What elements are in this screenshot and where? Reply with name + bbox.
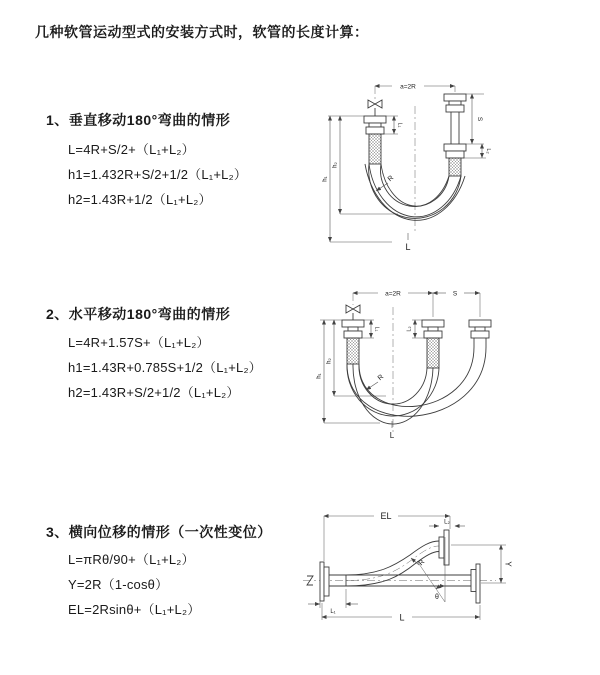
dim-l1 [308,589,358,608]
label-stroke: S [476,116,483,122]
diagram-vertical-180-bend [322,76,494,254]
valve-icon [368,100,382,116]
section-2-formula-h1: h1=1.43R+0.785S+1/2（L₁+L₂） [68,360,262,375]
label-h1: h₁ [316,373,323,379]
label-span: a=2R [400,83,416,91]
hose-bend [347,347,486,424]
diagram-lateral-displacement [298,503,513,653]
left-fitting [342,320,364,364]
label-theta: θ [435,594,439,601]
section-1-formula-h2: h2=1.43R+1/2（L₁+L₂） [68,192,212,207]
label-span: a=2R [385,290,401,298]
label-h1: h₁ [322,176,329,182]
label-length: L [405,242,411,252]
label-radius: R [386,174,396,184]
label-stroke: S [452,290,458,298]
section-3-formula-EL: EL=2Rsinθ+（L₁+L₂） [68,602,201,617]
shifted-fitting [469,320,491,347]
label-el: EL [380,511,392,521]
valve-icon [346,305,360,320]
label-l1: L₁ [373,326,380,332]
upper-flange [439,530,449,565]
label-h2: h₂ [326,358,333,364]
middle-fitting [422,320,444,368]
original-position-pipe [346,564,480,603]
section-3-formula-L: L=πRθ/90+（L₁+L₂） [68,552,195,567]
label-h2: h₂ [332,162,339,168]
label-length: L [389,431,395,440]
diagram-horizontal-180-bend [316,281,488,459]
right-fitting [444,94,466,176]
section-2-formula-L: L=4R+1.57S+（L₁+L₂） [68,335,210,350]
label-l2: L₂ [406,326,413,332]
dim-el [324,516,450,561]
dim-span [353,290,480,317]
label-radius: R [417,558,427,568]
section-3-formula-Y: Y=2R（1-cosθ） [68,577,169,592]
section-1-formula-h1: h1=1.432R+S/2+1/2（L₁+L₂） [68,167,248,182]
label-l1: L₁ [396,122,403,128]
label-radius: R [376,373,386,383]
label-y: Y [503,561,513,567]
section-3-heading: 3、横向位移的情形（一次性变位） [46,524,272,540]
label-length: L [399,612,405,623]
section-2-heading: 2、水平移动180°弯曲的情形 [46,306,231,322]
page-title: 几种软管运动型式的安装方式时，软管的长度计算： [35,24,369,40]
label-l2: L₂ [485,148,491,154]
left-flange [320,562,346,601]
label-l1: L₁ [330,609,336,615]
radius-leader [366,382,378,390]
label-l2: L₂ [444,519,450,526]
dim-l2 [463,144,486,158]
left-fitting [364,116,386,164]
section-2-formula-h2: h2=1.43R+S/2+1/2（L₁+L₂） [68,385,240,400]
section-1-heading: 1、垂直移动180°弯曲的情形 [46,112,231,128]
section-1-formula-L: L=4R+S/2+（L₁+L₂） [68,142,195,157]
